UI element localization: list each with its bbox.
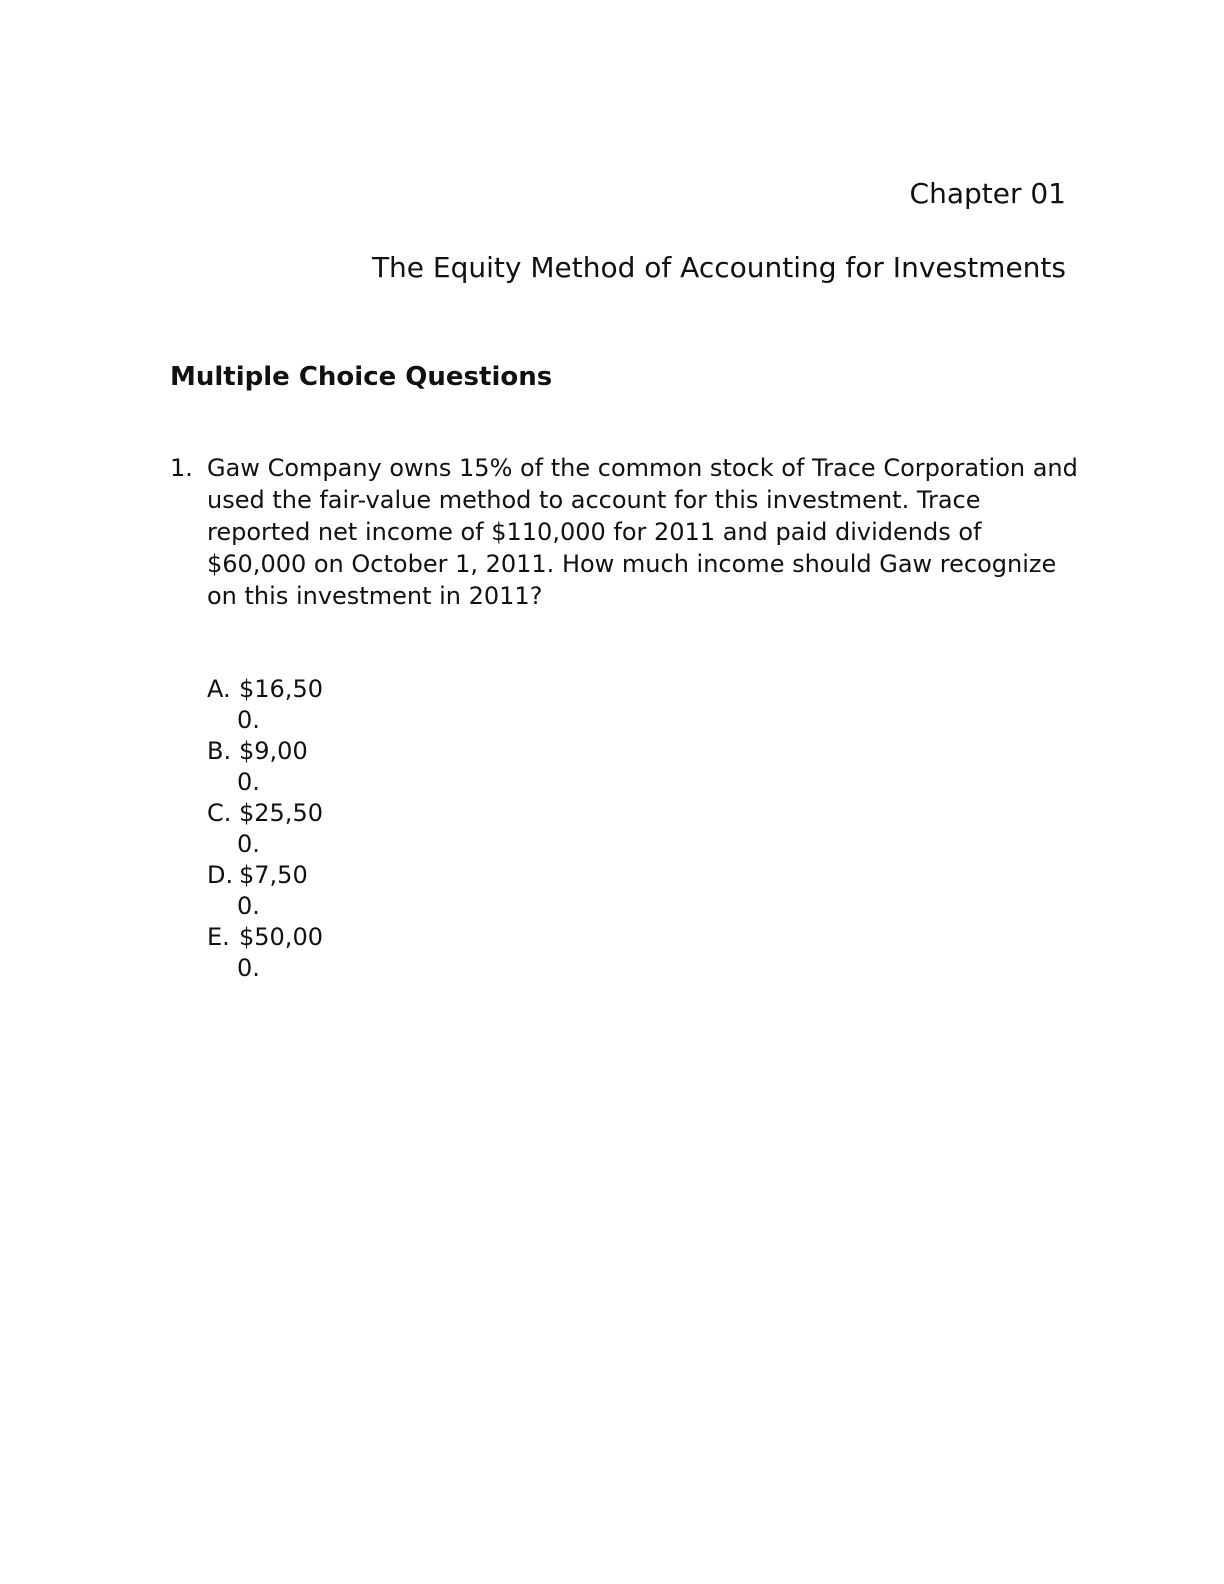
option-letter: E. xyxy=(207,923,230,951)
option-letter: D. xyxy=(207,861,234,889)
question-line: on this investment in 2011? xyxy=(207,582,543,610)
option-value: $25,50 xyxy=(239,799,323,827)
option-value-tail: 0. xyxy=(237,830,260,858)
option-value: $7,50 xyxy=(239,861,308,889)
document-title: The Equity Method of Accounting for Investments xyxy=(371,251,1066,284)
chapter-label: Chapter 01 xyxy=(909,177,1066,210)
question-line: $60,000 on October 1, 2011. How much income should Gaw recognize xyxy=(207,550,1057,578)
option-value: $16,50 xyxy=(239,675,323,703)
option-letter: B. xyxy=(207,737,232,765)
option-value-tail: 0. xyxy=(237,706,260,734)
question-number: 1. xyxy=(170,454,193,482)
option-value-tail: 0. xyxy=(237,954,260,982)
question-line: used the fair-value method to account for this investment. Trace xyxy=(207,486,981,514)
option-value-tail: 0. xyxy=(237,768,260,796)
option-value-tail: 0. xyxy=(237,892,260,920)
option-value: $50,00 xyxy=(239,923,323,951)
section-heading: Multiple Choice Questions xyxy=(170,362,553,392)
option-value: $9,00 xyxy=(239,737,308,765)
option-letter: C. xyxy=(207,799,232,827)
question-line: reported net income of $110,000 for 2011 and paid dividends of xyxy=(207,518,982,546)
option-letter: A. xyxy=(207,675,231,703)
question-line: Gaw Company owns 15% of the common stock of Trace Corporation and xyxy=(207,454,1078,482)
question-text xyxy=(207,452,1078,612)
